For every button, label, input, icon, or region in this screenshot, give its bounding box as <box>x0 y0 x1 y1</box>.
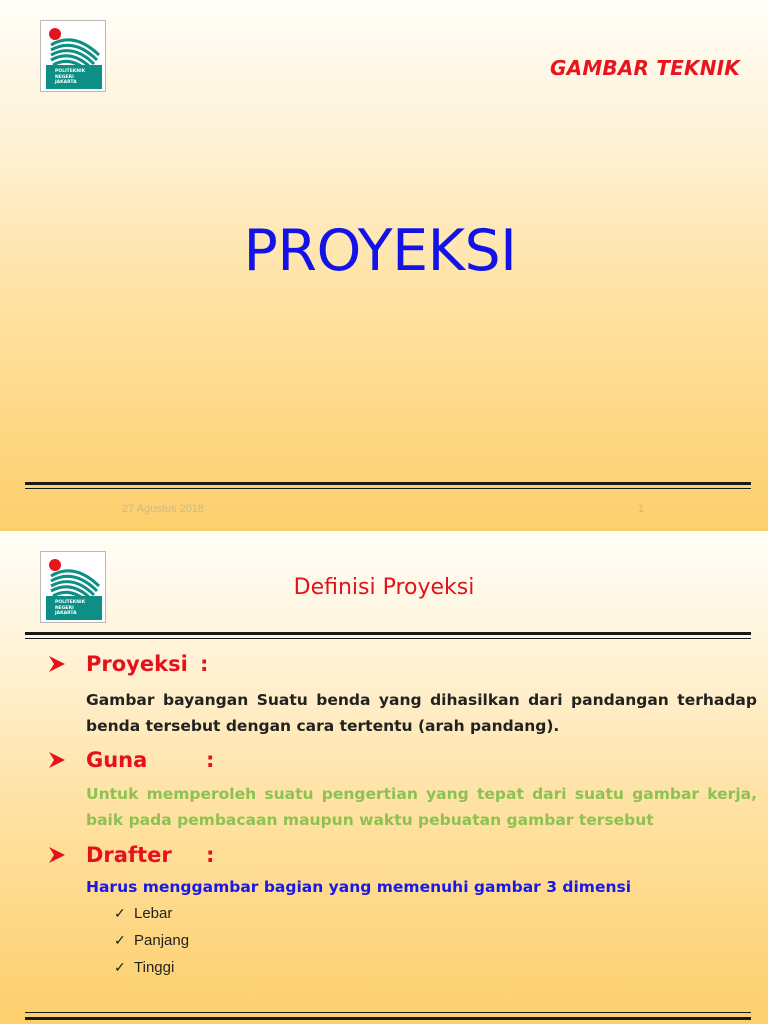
logo-line-3: JAKARTA <box>55 80 77 85</box>
arrow-bullet-icon <box>46 844 68 866</box>
check-item-label: Lebar <box>134 905 173 922</box>
slide-title: Definisi Proyeksi <box>293 575 475 600</box>
definition-slide <box>0 531 768 1024</box>
heading-colon: : <box>206 748 215 772</box>
footer-divider <box>25 1017 751 1020</box>
drafter-text: Harus menggambar bagian yang memenuhi gambar 3 dimensi <box>86 878 632 896</box>
heading-label: Guna <box>86 748 148 772</box>
institution-logo <box>40 20 106 92</box>
heading-label: Proyeksi <box>86 652 188 676</box>
heading-label: Drafter <box>86 843 172 867</box>
section-heading-guna <box>46 745 214 775</box>
slide-main-title: PROYEKSI <box>243 218 517 284</box>
footer-divider-thin <box>25 1012 751 1013</box>
heading-colon: : <box>206 843 215 867</box>
checkmark-icon: ✓ <box>114 905 126 921</box>
footer-date: 27 Agustus 2018 <box>122 503 204 515</box>
checkmark-icon: ✓ <box>114 959 126 975</box>
check-item-tinggi <box>114 959 174 976</box>
definition-text: Gambar bayangan Suatu benda yang dihasilkan dari pandangan terhadap benda tersebut dengan cara tertentu (arah pandang). <box>86 691 757 735</box>
checkmark-icon: ✓ <box>114 932 126 948</box>
course-title: GAMBAR TEKNIK <box>550 56 740 80</box>
section-heading-proyeksi <box>46 649 208 679</box>
heading-colon: : <box>200 652 209 676</box>
arrow-bullet-icon <box>46 653 68 675</box>
logo-line-1: POLITEKNIK <box>55 600 86 605</box>
page-number: 1 <box>638 503 645 515</box>
purpose-text: Untuk memperoleh suatu pengertian yang tepat dari suatu gambar kerja, baik pada pembacaan maupun waktu pebuatan gambar tersebut <box>86 785 757 829</box>
header-divider-thin <box>25 638 751 639</box>
logo-line-1: POLITEKNIK <box>55 69 86 74</box>
logo-line-2: NEGERI <box>55 74 74 80</box>
header-divider <box>25 632 751 635</box>
footer-divider <box>25 482 751 485</box>
footer-divider-thin <box>25 488 751 489</box>
logo-line-2: NEGERI <box>55 605 74 611</box>
arrow-bullet-icon <box>46 749 68 771</box>
check-item-panjang <box>114 932 189 949</box>
logo-line-3: JAKARTA <box>55 611 77 616</box>
check-item-lebar <box>114 905 172 922</box>
check-item-label: Panjang <box>134 932 190 949</box>
section-heading-drafter <box>46 840 214 870</box>
check-item-label: Tinggi <box>134 959 175 976</box>
